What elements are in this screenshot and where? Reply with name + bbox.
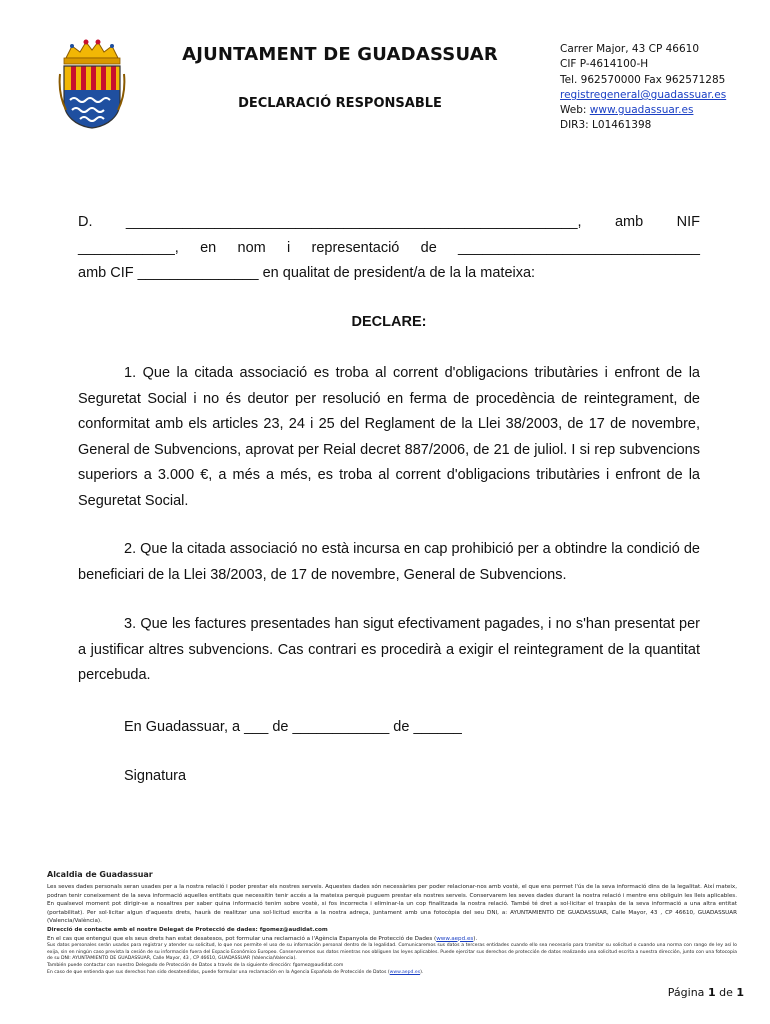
organization-title: AJUNTAMENT DE GUADASSUAR [182,44,498,65]
web-link[interactable]: www.guadassuar.es [589,104,694,117]
footer-title: Alcaldia de Guadassuar [47,870,153,879]
aepd-link-ca[interactable]: www.aepd.es [436,935,474,942]
web-label: Web: [560,104,590,117]
document-title: DECLARACIÓ RESPONSABLE [238,96,442,111]
name-nif-field[interactable]: D. ________________________________________________________, amb NIF [78,214,700,230]
declaration-paragraph-1: 1. Que la citada associació es troba al corrent d'obligacions tributàries i enfront de la Seguretat Social i no és deutor per resolució en ferma de procedència de reintegrament, de conformitat amb els articles 23, 24 i 25 del Reglament de la Llei 38/2003, de 17 de novembre, General de Subvencions, aprovat per Reial decret 887/2006, de 21 de juliol. I si rep subvencions superiors a 3.000 €, a més a més, es troba al corrent d'obligacions tributàries i enfront de la Seguretat Social. [78,365,700,509]
privacy-notice-es: Sus datos personales serán usados para registrar y atender su solicitud, lo que nos permite el uso de su información personal dentro de la legalidad. Comunicaremos sus datos a terceras entidades cuando ello sea necesario para tramitar su solicitud o cuando una norma con rango de ley así lo exija, sin en ningún caso prevista la cesión de su información fuera del Espacio Económico Europeo. Conservaremos sus datos mientras nos obliguen las leyes aplicables. Puede ejercitar sus derechos de protección de datos realizando una solicitud escrita a nuestra dirección, junto con una fotocopia de su DNI: AYUNTAMIENTO DE GUADASSUAR, Calle Mayor, 43 , CP 46610, GUADASSUAR (Valencia/Valencia). [47,943,737,962]
claim-notice-es [47,970,737,977]
declarant-name-line [78,210,700,236]
aepd-link-es[interactable]: www.aepd.es [389,969,421,975]
address: Carrer Major, 43 CP 46610 [560,43,700,55]
page-total: 1 [736,986,744,999]
coat-of-arms-icon [58,38,126,130]
declaration-paragraph-2: 2. Que la citada associació no està incursa en cap prohibició per a obtindre la condició de beneficiari de la Llei 38/2003, de 17 de novembre, General de Subvencions. [78,541,700,583]
claim-text-es: En caso de que entienda que sus derechos han sido desatendidos, puede formular una reclamación en la Agencia Española de Protección de Datos ( [47,969,390,975]
representation-field[interactable]: ____________, en nom i representació de ______________________________ [78,240,700,256]
claim-text-ca: En el cas que entengui que els seus drets han estat desatesos, pot formular una reclamació a l'Agència Espanyola de Protecció de Dades ( [47,935,437,942]
declaration-paragraph-3: 3. Que les factures presentades han sigut efectivament pagades, i no s'han presentat per a justificar altres subvencions. Cas contrari es procedirà a exigir el reintegrament de la quantitat percebuda. [78,616,700,683]
signature-label: Signatura [124,768,187,784]
dpo-contact-ca: Direcció de contacte amb el nostre Delegat de Protecció de dades: fgomez@audidat.com [47,926,328,933]
email-link[interactable]: registregeneral@guadassuar.es [560,88,727,101]
page-sep: de [715,986,737,999]
phone-fax: Tel. 962570000 Fax 962571285 [560,73,726,86]
cif: CIF P-4614100-H [560,58,649,71]
representation-line [78,236,700,262]
place-date-line[interactable]: En Guadassuar, a ___ de ____________ de ______ [124,719,462,735]
claim-end-es: ). [420,969,424,975]
contact-block [560,42,726,134]
claim-end-ca: ). [473,935,478,942]
privacy-notice-ca: Les seves dades personals seran usades per a la nostra relació i poder prestar els nostres serveis. Aquestes dades són necessàries per poder relacionar-nos amb vostè, el que ens permet l'ús de la seva informació dins de la legalitat. Així mateix, podran tenir coneixement de la seva informació aquelles entitats que necessitin tenir accés a la mateixa perquè puguem prestar els nostres serveis. Conservarem les seves dades durant la nostra relació i mentre ens obliguin les lleis aplicables. En qualsevol moment pot dirigir-se a nosaltres per saber quina informació tenim sobre vostè, si fos incorrecta i eliminar-la un cop finalitzada la nostra relació. També té dret a sol·licitar el traspàs de la seva informació a una altra entitat (portabilitat). Per sol·licitar algun d'aquests drets, haurà de realitzar una sol·licitud escrita a la nostra adreça, juntament amb una fotocòpia del seu DNI, a: AYUNTAMIENTO DE GUADASSUAR, Calle Mayor, 43 , CP 46610, GUADASSUAR (Valencia/València). [47,884,737,925]
cif-field[interactable]: amb CIF _______________ en qualitat de president/a de la la mateixa: [78,265,536,281]
dpo-contact-es: También puede contactar con nuestro Delegado de Protección de Datos a través de la siguiente dirección: fgomez@audidat.com [47,962,344,968]
page-number [640,986,744,999]
page-label: Página [667,986,708,999]
web-line [560,103,726,118]
declare-heading: DECLARE: [351,314,427,330]
dir3-code: DIR3: L01461398 [560,119,652,132]
claim-notice-ca [47,935,737,944]
page-current: 1 [707,986,716,999]
cif-line [78,261,700,287]
footer [47,870,737,976]
